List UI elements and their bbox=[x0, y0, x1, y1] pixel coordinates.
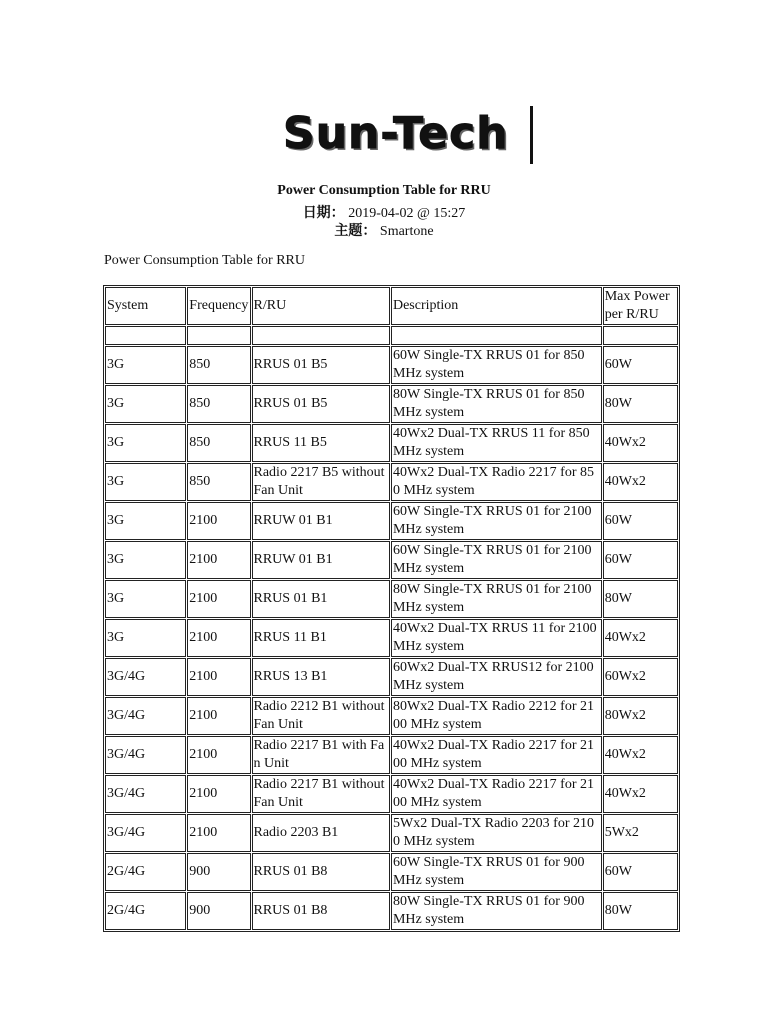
cell-description: 40Wx2 Dual-TX RRUS 11 for 2100 MHz system bbox=[391, 619, 602, 657]
cell-max-power: 80W bbox=[603, 892, 678, 930]
spacer-cell bbox=[391, 326, 602, 345]
cell-max-power: 40Wx2 bbox=[603, 736, 678, 774]
cell-description: 60Wx2 Dual-TX RRUS12 for 2100 MHz system bbox=[391, 658, 602, 696]
cell-description: 80W Single-TX RRUS 01 for 850 MHz system bbox=[391, 385, 602, 423]
logo-divider bbox=[530, 106, 533, 164]
cell-frequency: 900 bbox=[187, 892, 250, 930]
cell-frequency: 2100 bbox=[187, 775, 250, 813]
cell-max-power: 60W bbox=[603, 502, 678, 540]
cell-rru: RRUS 11 B5 bbox=[252, 424, 390, 462]
cell-rru: RRUS 01 B1 bbox=[252, 580, 390, 618]
cell-max-power: 60W bbox=[603, 346, 678, 384]
table-row bbox=[105, 424, 678, 462]
cell-max-power: 60W bbox=[603, 853, 678, 891]
cell-system: 3G bbox=[105, 424, 186, 462]
table-body bbox=[105, 287, 678, 930]
cell-frequency: 2100 bbox=[187, 736, 250, 774]
table-row bbox=[105, 775, 678, 813]
document-title: Power Consumption Table for RRU bbox=[277, 183, 491, 198]
cell-system: 3G/4G bbox=[105, 736, 186, 774]
cell-system: 3G bbox=[105, 619, 186, 657]
table-row bbox=[105, 853, 678, 891]
cell-system: 3G bbox=[105, 385, 186, 423]
cell-rru: Radio 2203 B1 bbox=[252, 814, 390, 852]
table-spacer-row bbox=[105, 326, 678, 345]
cell-description: 80Wx2 Dual-TX Radio 2212 for 2100 MHz system bbox=[391, 697, 602, 735]
subject-value: Smartone bbox=[379, 224, 434, 239]
header-rru: R/RU bbox=[252, 287, 390, 325]
cell-frequency: 2100 bbox=[187, 502, 250, 540]
cell-max-power: 60W bbox=[603, 541, 678, 579]
cell-description: 60W Single-TX RRUS 01 for 2100 MHz system bbox=[391, 541, 602, 579]
spacer-cell bbox=[105, 326, 186, 345]
cell-frequency: 900 bbox=[187, 853, 250, 891]
cell-max-power: 80W bbox=[603, 580, 678, 618]
table-row bbox=[105, 385, 678, 423]
cell-system: 3G bbox=[105, 580, 186, 618]
cell-description: 80W Single-TX RRUS 01 for 2100 MHz system bbox=[391, 580, 602, 618]
cell-rru: RRUW 01 B1 bbox=[252, 502, 390, 540]
cell-frequency: 850 bbox=[187, 346, 250, 384]
spacer-cell bbox=[603, 326, 678, 345]
subject-line bbox=[0, 220, 768, 240]
table-row bbox=[105, 814, 678, 852]
cell-system: 3G bbox=[105, 346, 186, 384]
table-row bbox=[105, 463, 678, 501]
cell-max-power: 5Wx2 bbox=[603, 814, 678, 852]
cell-rru: RRUS 01 B8 bbox=[252, 892, 390, 930]
cell-description: 60W Single-TX RRUS 01 for 900 MHz system bbox=[391, 853, 602, 891]
cell-description: 5Wx2 Dual-TX Radio 2203 for 2100 MHz system bbox=[391, 814, 602, 852]
header-system: System bbox=[105, 287, 186, 325]
cell-frequency: 2100 bbox=[187, 814, 250, 852]
table-row bbox=[105, 892, 678, 930]
power-consumption-table bbox=[103, 285, 680, 932]
cell-description: 40Wx2 Dual-TX RRUS 11 for 850 MHz system bbox=[391, 424, 602, 462]
table-row bbox=[105, 736, 678, 774]
cell-system: 3G/4G bbox=[105, 697, 186, 735]
cell-description: 40Wx2 Dual-TX Radio 2217 for 2100 MHz system bbox=[391, 775, 602, 813]
cell-system: 2G/4G bbox=[105, 853, 186, 891]
cell-frequency: 2100 bbox=[187, 580, 250, 618]
cell-rru: Radio 2217 B1 without Fan Unit bbox=[252, 775, 390, 813]
table-row bbox=[105, 346, 678, 384]
cell-description: 60W Single-TX RRUS 01 for 2100 MHz system bbox=[391, 502, 602, 540]
cell-system: 3G bbox=[105, 502, 186, 540]
logo-wordmark: Sun-Tech bbox=[283, 108, 509, 159]
cell-description: 40Wx2 Dual-TX Radio 2217 for 2100 MHz system bbox=[391, 736, 602, 774]
spacer-cell bbox=[187, 326, 250, 345]
cell-max-power: 80Wx2 bbox=[603, 697, 678, 735]
cell-frequency: 2100 bbox=[187, 658, 250, 696]
cell-system: 2G/4G bbox=[105, 892, 186, 930]
cell-frequency: 2100 bbox=[187, 619, 250, 657]
table-row bbox=[105, 541, 678, 579]
table-row bbox=[105, 697, 678, 735]
cell-system: 3G/4G bbox=[105, 658, 186, 696]
cell-frequency: 2100 bbox=[187, 697, 250, 735]
cell-rru: Radio 2217 B5 without Fan Unit bbox=[252, 463, 390, 501]
cell-rru: Radio 2217 B1 with Fan Unit bbox=[252, 736, 390, 774]
cell-rru: RRUS 01 B5 bbox=[252, 346, 390, 384]
cell-max-power: 40Wx2 bbox=[603, 619, 678, 657]
logo bbox=[0, 100, 768, 172]
spacer-cell bbox=[252, 326, 390, 345]
date-line bbox=[0, 202, 768, 222]
table-row bbox=[105, 580, 678, 618]
cell-rru: RRUS 11 B1 bbox=[252, 619, 390, 657]
cell-system: 3G bbox=[105, 541, 186, 579]
table-row bbox=[105, 502, 678, 540]
header-max-power: Max Power per R/RU bbox=[603, 287, 678, 325]
cell-system: 3G bbox=[105, 463, 186, 501]
cell-description: 80W Single-TX RRUS 01 for 900 MHz system bbox=[391, 892, 602, 930]
cell-rru: RRUS 01 B5 bbox=[252, 385, 390, 423]
cell-rru: RRUW 01 B1 bbox=[252, 541, 390, 579]
cell-max-power: 40Wx2 bbox=[603, 463, 678, 501]
cell-frequency: 850 bbox=[187, 385, 250, 423]
cell-max-power: 60Wx2 bbox=[603, 658, 678, 696]
date-value: 2019-04-02 @ 15:27 bbox=[348, 206, 466, 221]
cell-max-power: 40Wx2 bbox=[603, 775, 678, 813]
cell-rru: RRUS 01 B8 bbox=[252, 853, 390, 891]
subject-label: 主题： bbox=[334, 224, 377, 239]
cell-max-power: 40Wx2 bbox=[603, 424, 678, 462]
table-row bbox=[105, 658, 678, 696]
cell-system: 3G/4G bbox=[105, 814, 186, 852]
cell-rru: RRUS 13 B1 bbox=[252, 658, 390, 696]
cell-description: 60W Single-TX RRUS 01 for 850 MHz system bbox=[391, 346, 602, 384]
cell-frequency: 850 bbox=[187, 424, 250, 462]
cell-frequency: 2100 bbox=[187, 541, 250, 579]
table-header-row bbox=[105, 287, 678, 325]
section-heading: Power Consumption Table for RRU bbox=[104, 253, 305, 268]
date-label: 日期： bbox=[302, 206, 345, 221]
cell-frequency: 850 bbox=[187, 463, 250, 501]
table-row bbox=[105, 619, 678, 657]
header-frequency: Frequency bbox=[187, 287, 250, 325]
cell-rru: Radio 2212 B1 without Fan Unit bbox=[252, 697, 390, 735]
cell-system: 3G/4G bbox=[105, 775, 186, 813]
cell-description: 40Wx2 Dual-TX Radio 2217 for 850 MHz system bbox=[391, 463, 602, 501]
header-description: Description bbox=[391, 287, 602, 325]
cell-max-power: 80W bbox=[603, 385, 678, 423]
